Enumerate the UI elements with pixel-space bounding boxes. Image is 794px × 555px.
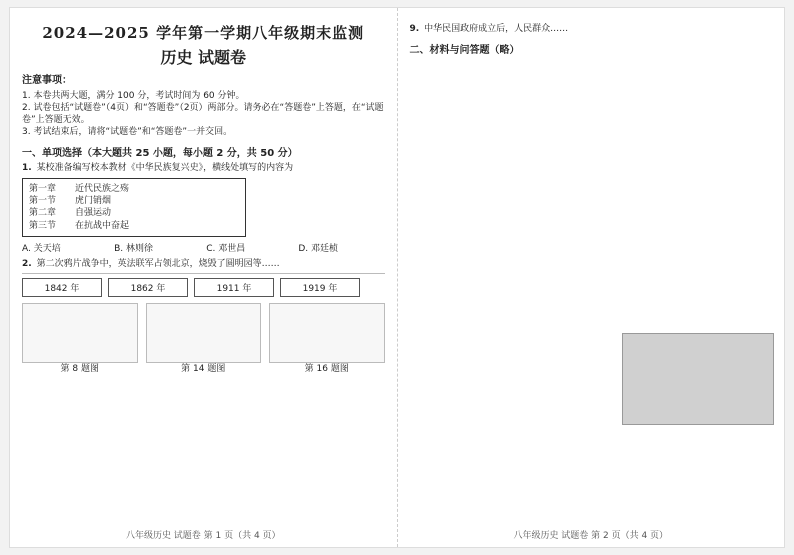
question-right-number: 9.	[409, 24, 420, 34]
box-k-1: 第一章	[29, 184, 57, 195]
section-1-title: 一、单项选择（本大题共 25 小题，每小题 2 分，共 50 分）	[22, 148, 298, 160]
notice-line-3: 3. 考试结束后，请将“试题卷”和“答题卷”一并交回。	[22, 126, 233, 137]
notice-title: 注意事项：	[22, 75, 72, 86]
section-2-title: 二、材料与问答题（略）	[409, 45, 520, 57]
box-k-3: 第二章	[29, 208, 57, 219]
box-v-3: 自强运动	[75, 208, 112, 219]
right-page	[398, 8, 785, 547]
question-1-box-line-2	[29, 195, 239, 207]
question-1-number: 1.	[22, 163, 32, 174]
exam-top-title: 2024—2025 学年第一学期八年级期末监测	[42, 24, 365, 42]
left-page-footer: 八年级历史 试题卷 第 1 页（共 4 页）	[125, 531, 281, 541]
q1-option-b: B. 林则徐	[114, 243, 154, 254]
box-v-1: 近代民族之殇	[75, 184, 130, 195]
figure-1-caption: 第 8 题图	[60, 363, 99, 374]
figure-3-caption: 第 16 题图	[304, 363, 349, 374]
question-right-sample	[410, 23, 773, 35]
figure-1	[22, 303, 138, 374]
q1-option-a: A. 关天培	[22, 243, 61, 254]
box-v-4: 在抗战中奋起	[75, 220, 130, 231]
timeline-item: 1862 年	[108, 278, 188, 297]
figure-2	[146, 303, 262, 374]
box-k-4: 第三节	[29, 220, 57, 231]
question-2-stem: 第二次鸦片战争中，英法联军占领北京，烧毁了圆明园等……	[36, 258, 280, 269]
timeline-item: 1842 年	[22, 278, 102, 297]
box-v-2: 虎门销烟	[75, 196, 112, 207]
question-right-stem: 中华民国政府成立后，人民群众……	[424, 24, 569, 34]
right-page-footer: 八年级历史 试题卷 第 2 页（共 4 页）	[513, 531, 669, 541]
notice-line-2: 2. 试卷包括“试题卷”（4页）和“答题卷”（2页）两部分。请务必在“答题卷”上答题，在“试题卷”上答题无效。	[22, 102, 384, 125]
exam-sheet	[10, 8, 784, 547]
question-1-box-line-3	[29, 207, 239, 219]
divider	[22, 273, 385, 274]
question-1-stem: 某校准备编写校本教材《中华民族复兴史》，横线处填写的内容为	[36, 163, 294, 174]
timeline-item: 1911 年	[194, 278, 274, 297]
figure-3	[269, 303, 385, 374]
historical-photo	[622, 333, 774, 425]
exam-subject-title: 历史 试题卷	[160, 48, 247, 67]
q1-option-d: D. 邓廷桢	[298, 243, 339, 254]
question-1-box-line-1	[29, 183, 239, 195]
box-k-2: 第一节	[29, 196, 57, 207]
left-page	[10, 8, 398, 547]
figure-2-caption: 第 14 题图	[181, 363, 226, 374]
notice-block	[22, 74, 385, 138]
question-1-options	[22, 241, 385, 254]
question-2	[22, 258, 385, 270]
timeline	[22, 278, 385, 297]
timeline-item: 1919 年	[280, 278, 360, 297]
figure-strip	[22, 303, 385, 374]
question-1-box	[22, 178, 246, 237]
notice-line-1: 1. 本卷共两大题，满分 100 分，考试时间为 60 分钟。	[22, 90, 245, 101]
question-2-number: 2.	[22, 258, 32, 269]
question-1-box-line-4	[29, 220, 239, 232]
question-1	[22, 162, 385, 174]
q1-option-c: C. 邓世昌	[206, 243, 246, 254]
